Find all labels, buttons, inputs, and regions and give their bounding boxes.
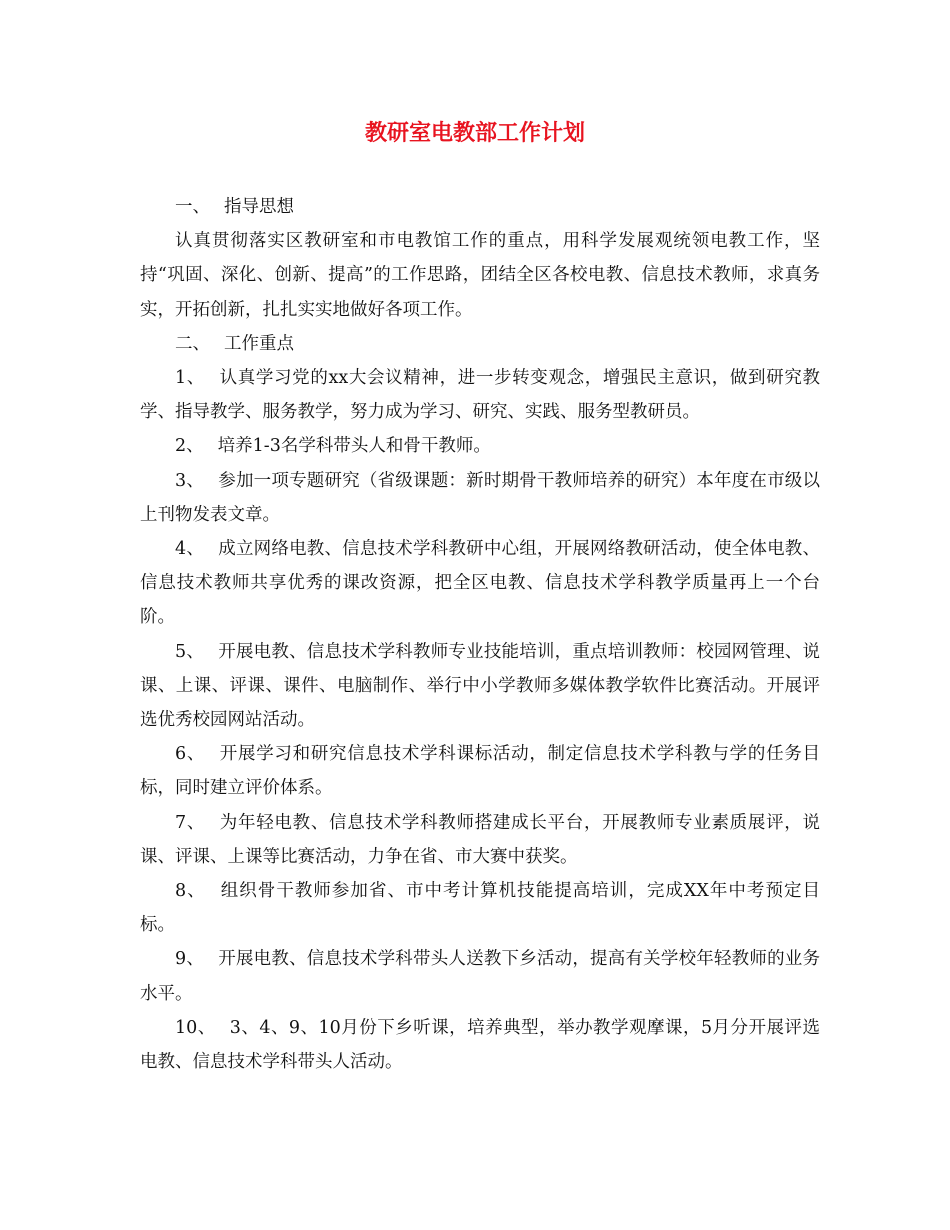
- list-item: [140, 532, 820, 635]
- item-number: 7、: [175, 812, 206, 833]
- item-number: 9、: [175, 949, 205, 970]
- item-number: 5、: [175, 641, 205, 662]
- item-text: 开展电教、信息技术学科教师专业技能培训，重点培训教师：校园网管理、说课、上课、评课、课件、电脑制作、举行中小学教师多媒体教学软件比赛活动。开展评选优秀校园网站活动。: [140, 641, 820, 731]
- item-text: 开展电教、信息技术学科带头人送教下乡活动，提高有关学校年轻教师的业务水平。: [140, 949, 820, 1004]
- section-heading-work-focus: [140, 327, 820, 361]
- list-item: [140, 464, 820, 532]
- document-title: 教研室电教部工作计划: [364, 120, 585, 146]
- item-text: 组织骨干教师参加省、市中考计算机技能提高培训，完成XX年中考预定目标。: [140, 881, 821, 936]
- item-number: 6、: [175, 744, 206, 765]
- item-text: 成立网络电教、信息技术学科教研中心组，开展网络教研活动，使全体电教、信息技术教师共享优秀的课改资源，把全区电教、信息技术学科教学质量再上一个台阶。: [140, 539, 820, 628]
- item-text: 开展学习和研究信息技术学科课标活动，制定信息技术学科教与学的任务目标，同时建立评价体系。: [140, 744, 820, 799]
- list-item: [140, 942, 820, 1010]
- item-text: 为年轻电教、信息技术学科教师搭建成长平台，开展教师专业素质展评，说课、评课、上课等比赛活动，力争在省、市大赛中获奖。: [140, 812, 820, 867]
- section-heading-text: 工作重点: [224, 333, 294, 354]
- list-item: [140, 635, 820, 738]
- section-number: 一、: [175, 197, 210, 217]
- list-item: [140, 361, 820, 429]
- item-number: 1、: [175, 368, 205, 389]
- section-paragraph: 认真贯彻落实区教研室和市电教馆工作的重点，用科学发展观统领电教工作，坚持“巩固、深化、创新、提高”的工作思路，团结全区各校电教、信息技术教师，求真务实，开拓创新，扎扎实实地做好各项工作。: [140, 231, 820, 320]
- item-text: 3、4、9、10月份下乡听课，培养典型，举办教学观摩课，5月分开展评选电教、信息技术学科带头人活动。: [140, 1017, 820, 1073]
- document-body: [140, 190, 820, 1079]
- item-number: 10、: [175, 1017, 216, 1038]
- item-text: 培养1-3名学科带头人和骨干教师。: [217, 436, 491, 457]
- item-number: 4、: [175, 539, 205, 560]
- item-text: 认真学习党的xx大会议精神，进一步转变观念，增强民主意识，做到研究教学、指导教学、服务教学，努力成为学习、研究、实践、服务型教研员。: [140, 368, 820, 423]
- list-item: [140, 806, 820, 874]
- list-item: [140, 1011, 820, 1079]
- list-item: [140, 737, 820, 805]
- item-number: 3、: [175, 470, 205, 491]
- section-number: 二、: [175, 333, 210, 354]
- list-item: [140, 874, 820, 942]
- list-item: [140, 429, 820, 463]
- item-text: 参加一项专题研究（省级课题：新时期骨干教师培养的研究）本年度在市级以上刊物发表文章。: [140, 470, 820, 525]
- item-number: 2、: [175, 436, 204, 457]
- item-number: 8、: [175, 881, 206, 902]
- section-heading-guiding-thought: [140, 190, 820, 224]
- section-heading-text: 指导思想: [224, 197, 294, 217]
